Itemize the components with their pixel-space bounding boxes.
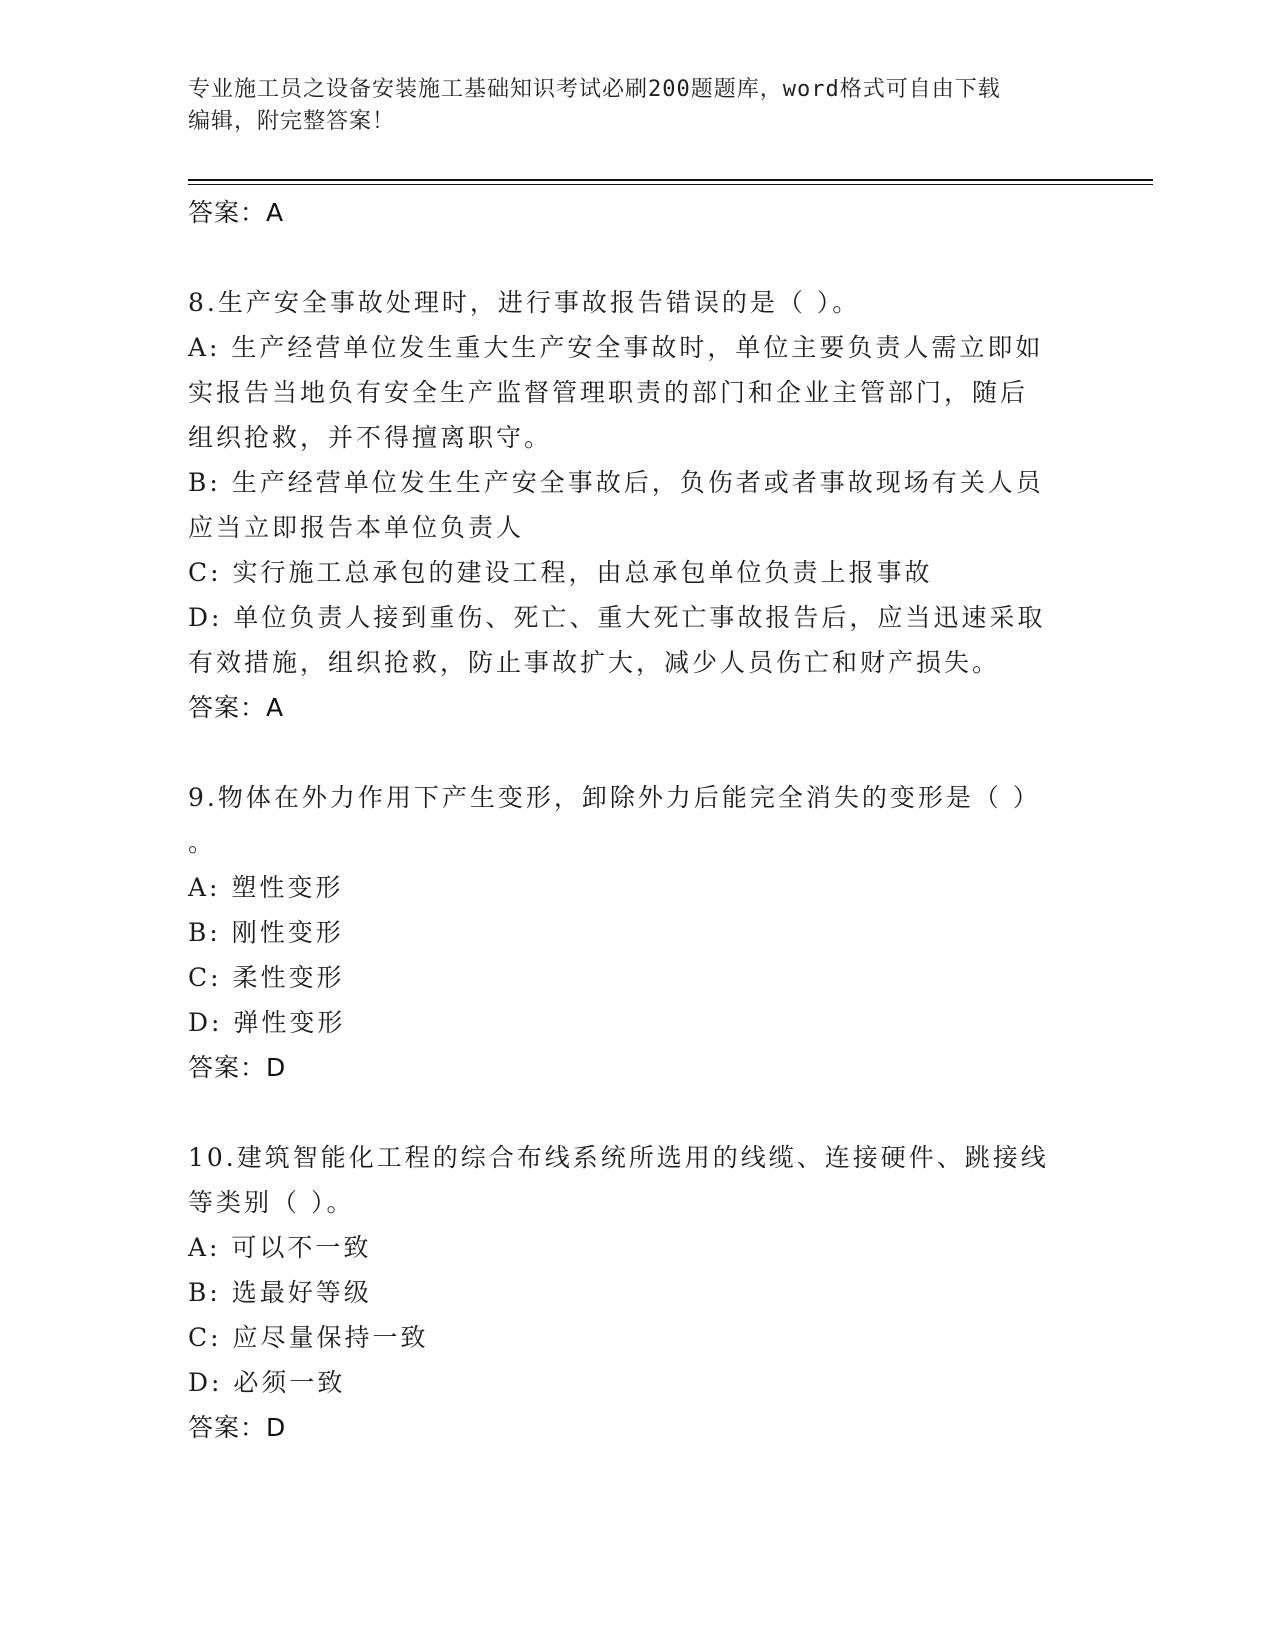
question-text-continued: 等类别（ ）。 — [188, 1188, 355, 1217]
spacer — [188, 235, 1078, 280]
answer-label: 答案：A — [188, 198, 285, 227]
option-a: A: 生产经营单位发生重大生产安全事故时，单位主要负责人需立即如 — [188, 333, 1044, 362]
header-divider-thick — [188, 179, 1153, 181]
option-c: C: 实行施工总承包的建设工程，由总承包单位负责上报事故 — [188, 558, 933, 587]
question-content — [188, 190, 1078, 1450]
question-text: 8.生产安全事故处理时，进行事故报告错误的是（ ）。 — [188, 288, 861, 317]
answer-label: 答案：A — [188, 693, 285, 722]
answer-label: 答案：D — [188, 1413, 287, 1442]
option-b: B: 生产经营单位发生生产安全事故后，负伤者或者事故现场有关人员 — [188, 468, 1044, 497]
question-text: 10.建筑智能化工程的综合布线系统所选用的线缆、连接硬件、跳接线 — [188, 1143, 1049, 1172]
option-a: A: 可以不一致 — [188, 1233, 372, 1262]
page-header — [188, 74, 1068, 138]
header-line-1: 专业施工员之设备安装施工基础知识考试必刷200题题库，word格式可自由下载 — [188, 77, 1001, 102]
option-b-continued: 应当立即报告本单位负责人 — [188, 513, 525, 542]
question-text: 9.物体在外力作用下产生变形，卸除外力后能完全消失的变形是（ ） — [188, 783, 1041, 812]
option-a: A: 塑性变形 — [188, 873, 344, 902]
option-a-continued: 组织抢救，并不得擅离职守。 — [188, 423, 553, 452]
option-c: C: 柔性变形 — [188, 963, 345, 992]
option-b: B: 选最好等级 — [188, 1278, 372, 1307]
option-b: B: 刚性变形 — [188, 918, 344, 947]
option-d: D: 弹性变形 — [188, 1008, 346, 1037]
option-a-continued: 实报告当地负有安全生产监督管理职责的部门和企业主管部门，随后 — [188, 378, 1029, 407]
header-divider-thin — [188, 184, 1153, 185]
spacer — [188, 730, 1078, 775]
answer-label: 答案：D — [188, 1053, 287, 1082]
question-block — [188, 1135, 1078, 1450]
question-text-continued: 。 — [188, 828, 217, 857]
question-block — [188, 280, 1078, 730]
question-block — [188, 775, 1078, 1090]
option-c: C: 应尽量保持一致 — [188, 1323, 429, 1352]
header-line-2: 编辑，附完整答案！ — [188, 109, 396, 134]
option-d: D: 必须一致 — [188, 1368, 346, 1397]
option-d-continued: 有效措施，组织抢救，防止事故扩大，减少人员伤亡和财产损失。 — [188, 648, 1001, 677]
option-d: D: 单位负责人接到重伤、死亡、重大死亡事故报告后，应当迅速采取 — [188, 603, 1046, 632]
spacer — [188, 1090, 1078, 1135]
